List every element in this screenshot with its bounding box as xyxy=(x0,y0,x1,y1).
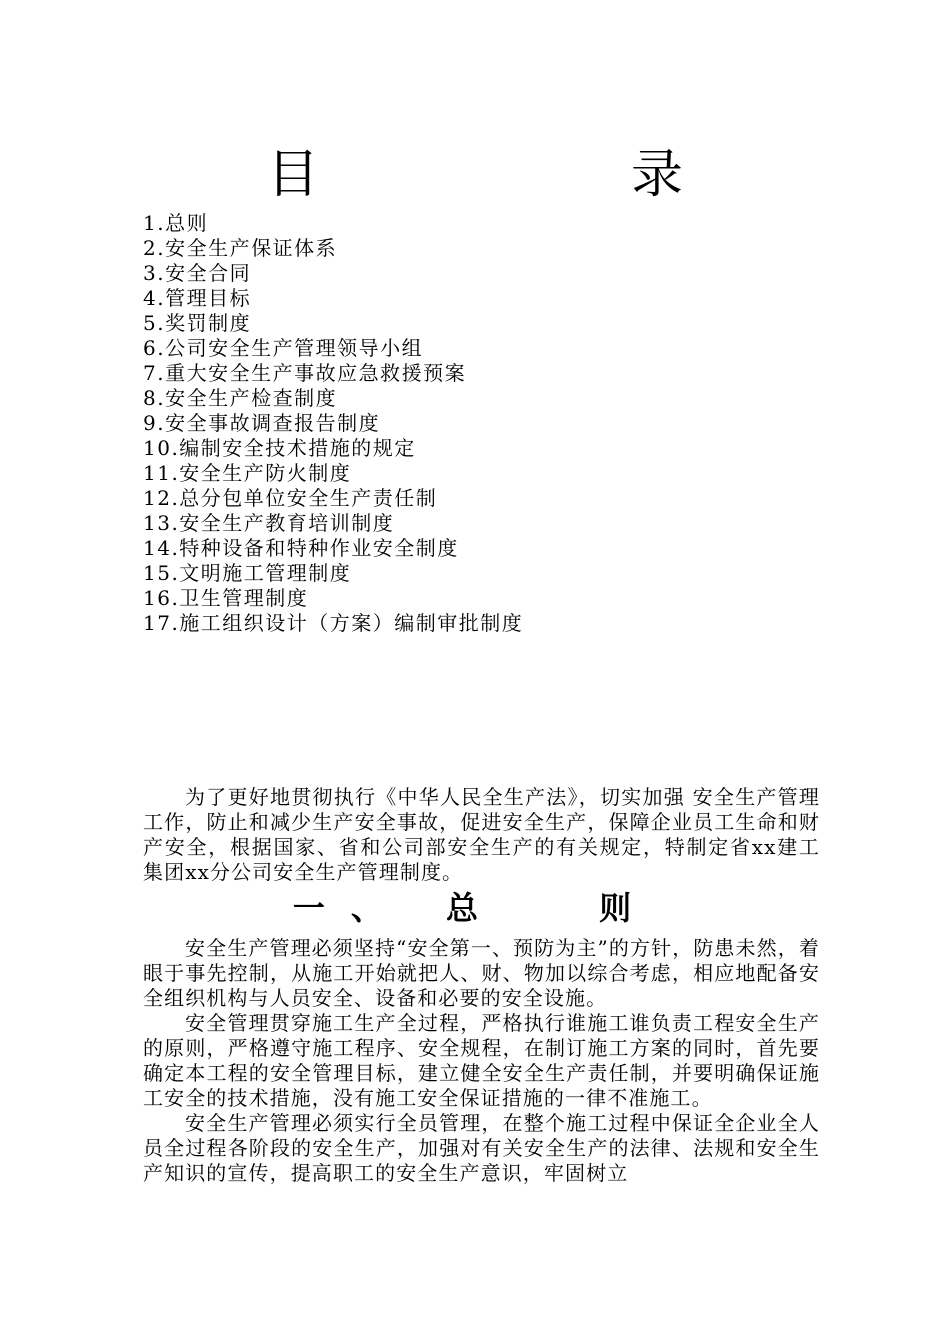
toc-item: 6.公司安全生产管理领导小组 xyxy=(143,336,424,360)
body-paragraph: 安全管理贯穿施工生产全过程，严格执行谁施工谁负责工程安全生产的原则，严格遵守施工程序、安全规程，在制订施工方案的同时，首先要确定本工程的安全管理目标，建立健全安全生产责任制，并要明确保证施工安全的技术措施，没有施工安全保证措施的一律不准施工。 xyxy=(143,1011,820,1110)
section-heading: 一、 总 则 xyxy=(292,889,658,927)
toc-list xyxy=(143,211,523,636)
toc-item: 14.特种设备和特种作业安全制度 xyxy=(143,536,459,560)
toc-item: 15.文明施工管理制度 xyxy=(143,561,352,585)
toc-item: 8.安全生产检查制度 xyxy=(143,386,338,410)
toc-item: 10.编制安全技术措施的规定 xyxy=(143,436,416,460)
toc-item: 12.总分包单位安全生产责任制 xyxy=(143,486,438,510)
toc-item: 17.施工组织设计（方案）编制审批制度 xyxy=(143,611,524,635)
toc-item: 9.安全事故调查报告制度 xyxy=(143,411,381,435)
body-paragraph: 安全生产管理必须坚持“安全第一、预防为主”的方针，防患未然，着眼于事先控制，从施工开始就把人、财、物加以综合考虑，相应地配备安全组织机构与人员安全、设备和必要的安全设施。 xyxy=(143,936,820,1010)
toc-item: 3.安全合同 xyxy=(143,261,252,285)
toc-item: 1.总则 xyxy=(143,211,209,235)
body-paragraph: 安全生产管理必须实行全员管理，在整个施工过程中保证全企业全人员全过程各阶段的安全生产，加强对有关安全生产的法律、法规和安全生产知识的宣传，提高职工的安全生产意识，牢固树立 xyxy=(143,1111,820,1185)
toc-item: 5.奖罚制度 xyxy=(143,311,252,335)
toc-item: 4.管理目标 xyxy=(143,286,252,310)
intro-paragraph: 为了更好地贯彻执行《中华人民全生产法》，切实加强 安全生产管理工作，防止和减少生产安全事故，促进安全生产，保障企业员工生命和财产安全，根据国家、省和公司部安全生产的有关规定，特制定省xx建工集团xx分公司安全生产管理制度。 xyxy=(143,785,820,884)
toc-item: 11.安全生产防火制度 xyxy=(143,461,352,485)
toc-item: 16.卫生管理制度 xyxy=(143,586,309,610)
toc-item: 13.安全生产教育培训制度 xyxy=(143,511,395,535)
toc-item: 7.重大安全生产事故应急救援预案 xyxy=(143,361,467,385)
toc-item: 2.安全生产保证体系 xyxy=(143,236,338,260)
toc-title: 目 录 xyxy=(266,145,813,205)
section-body xyxy=(143,936,820,1186)
